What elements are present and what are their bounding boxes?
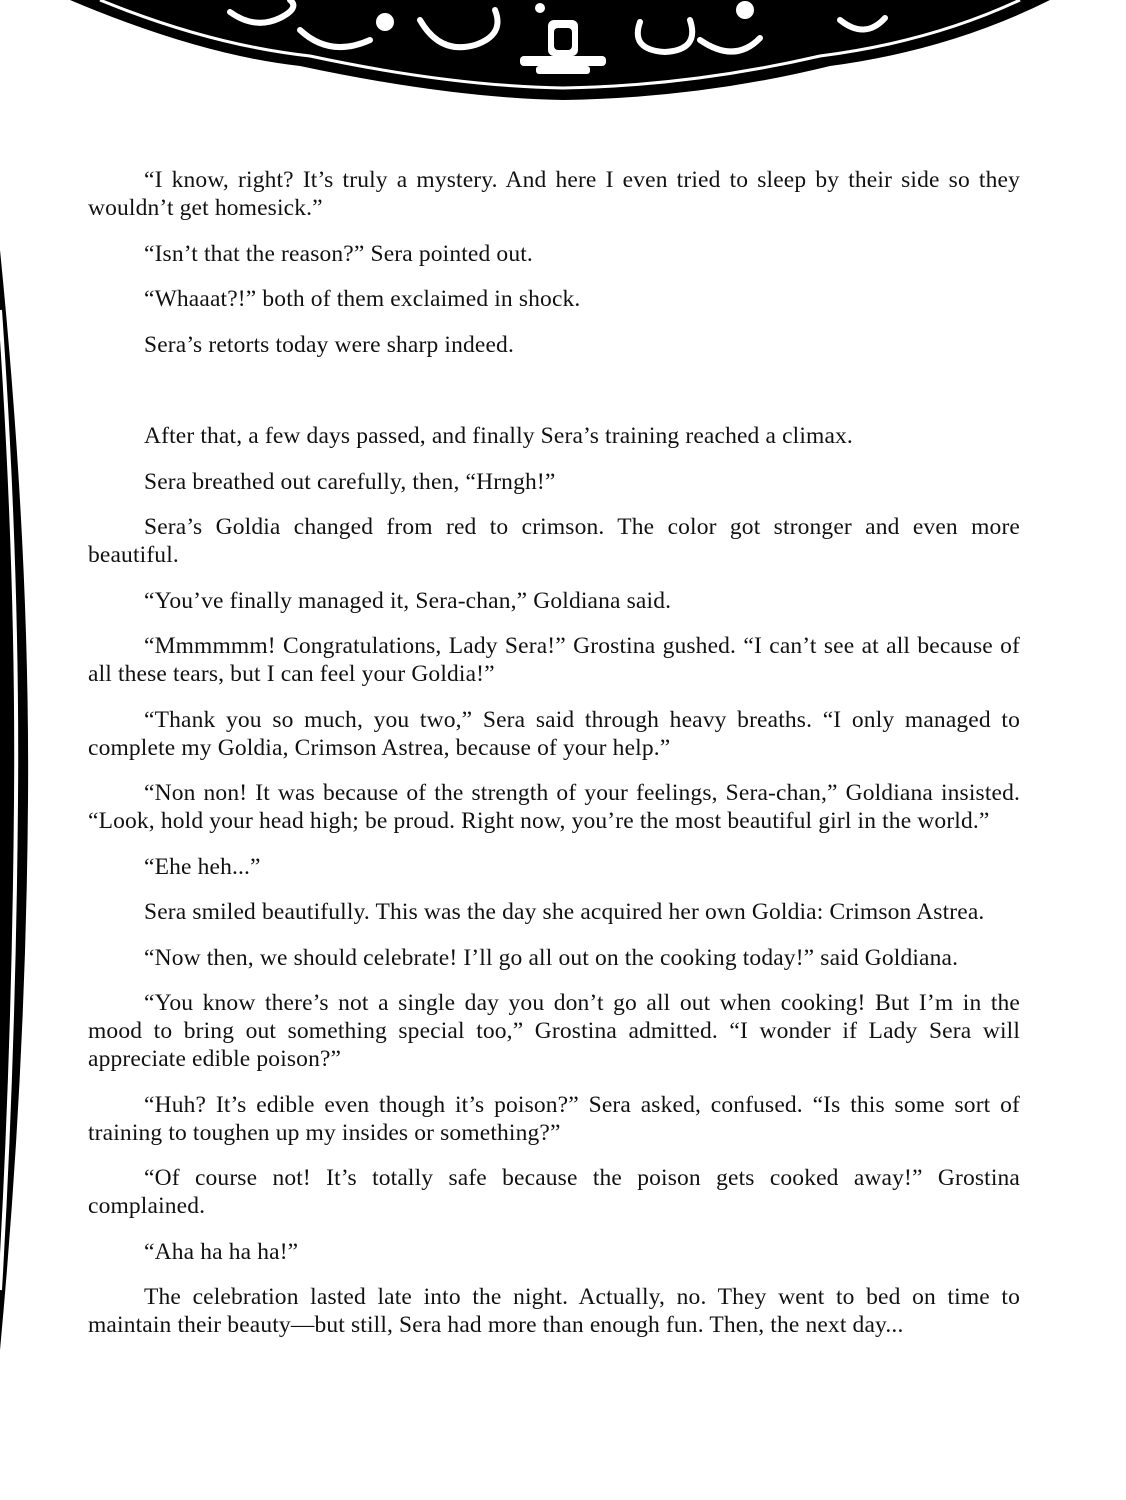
paragraph: Sera’s retorts today were sharp indeed. bbox=[144, 331, 514, 358]
paragraph: “Of course not! It’s totally safe because the poison gets cooked away!” Grostina complained. bbox=[88, 1165, 1020, 1219]
paragraph: Sera’s Goldia changed from red to crimson. The color got stronger and even more beautiful. bbox=[88, 514, 1020, 568]
paragraph: “Now then, we should celebrate! I’ll go all out on the cooking today!” said Goldiana. bbox=[144, 944, 959, 971]
paragraph: “Isn’t that the reason?” Sera pointed out. bbox=[144, 240, 533, 267]
paragraph: “Non non! It was because of the strength of your feelings, Sera-chan,” Goldiana insisted. “Look, hold your head high; be proud. Right now, you’re the most beautiful girl in the world.” bbox=[88, 780, 1020, 834]
paragraph: “Aha ha ha ha!” bbox=[144, 1238, 299, 1265]
paragraph: “Thank you so much, you two,” Sera said through heavy breaths. “I only managed to complete my Goldia, Crimson Astrea, because of your help.” bbox=[88, 706, 1020, 761]
section-break bbox=[88, 376, 1020, 422]
page-body bbox=[88, 166, 1020, 1357]
paragraph: “Huh? It’s edible even though it’s poison?” Sera asked, confused. “Is this some sort of training to toughen up my insides or something?” bbox=[88, 1091, 1020, 1146]
top-ornament-icon bbox=[0, 0, 1126, 110]
paragraph: Sera breathed out carefully, then, “Hrngh!” bbox=[144, 468, 556, 495]
paragraph: “You know there’s not a single day you don’t go all out when cooking! But I’m in the mood to bring out something special too,” Grostina admitted. “I wonder if Lady Sera will appreciate edible poison?” bbox=[88, 990, 1020, 1072]
paragraph: After that, a few days passed, and finally Sera’s training reached a climax. bbox=[144, 423, 853, 449]
side-ornament-icon bbox=[0, 250, 40, 1350]
paragraph: “Mmmmmm! Congratulations, Lady Sera!” Grostina gushed. “I can’t see at all because of all these tears, but I can feel your Goldia!” bbox=[88, 633, 1020, 687]
paragraph: “Whaaat?!” both of them exclaimed in shock. bbox=[144, 286, 581, 312]
paragraph: “You’ve finally managed it, Sera-chan,” Goldiana said. bbox=[144, 587, 672, 614]
paragraph: “I know, right? It’s truly a mystery. And here I even tried to sleep by their side so they wouldn’t get homesick.” bbox=[88, 167, 1020, 221]
paragraph: The celebration lasted late into the night. Actually, no. They went to bed on time to maintain their beauty—but still, Sera had more than enough fun. Then, the next day... bbox=[88, 1284, 1020, 1338]
paragraph: Sera smiled beautifully. This was the day she acquired her own Goldia: Crimson Astrea. bbox=[144, 899, 985, 925]
paragraph: “Ehe heh...” bbox=[144, 853, 261, 880]
